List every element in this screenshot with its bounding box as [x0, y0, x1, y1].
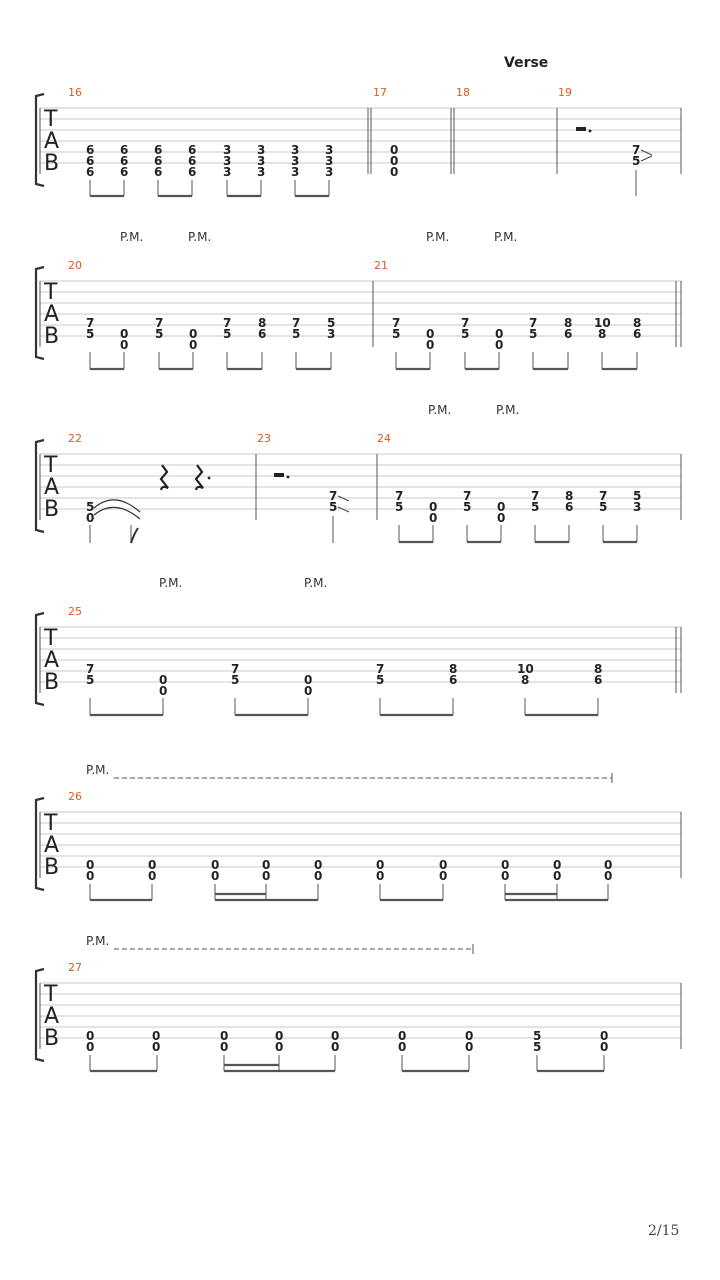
measure-number: 24	[377, 432, 391, 445]
fret-number: 5	[292, 327, 301, 341]
fret-number: 0	[426, 327, 435, 341]
measure-number: 20	[68, 259, 82, 272]
fret-number: 3	[325, 165, 334, 179]
fret-number: 6	[154, 165, 163, 179]
fret-number: 0	[604, 858, 613, 872]
measure-number: 18	[456, 86, 470, 99]
fret-number: 6	[594, 673, 603, 687]
fret-number: 5	[529, 327, 538, 341]
system-4	[36, 576, 681, 715]
tab-letter: T	[44, 811, 58, 836]
fret-number: 5	[633, 489, 642, 503]
measure-number: 25	[68, 605, 82, 618]
palm-mute-label: P.M.	[494, 230, 518, 244]
fret-number: 6	[188, 143, 197, 157]
fret-number: 6	[154, 143, 163, 157]
fret-number: 0	[390, 143, 399, 157]
fret-number: 8	[565, 489, 574, 503]
fret-number: 0	[501, 869, 510, 883]
tab-letter-t: T	[44, 107, 58, 132]
system-2	[36, 230, 681, 369]
fret-number: 0	[314, 869, 323, 883]
measure-number: 22	[68, 432, 82, 445]
fret-number: 0	[331, 1040, 340, 1054]
fret-number: 0	[262, 869, 271, 883]
fret-number: 10	[594, 316, 611, 330]
fret-number: 6	[86, 154, 95, 168]
fret-number: 3	[257, 154, 266, 168]
fret-number: 5	[376, 673, 385, 687]
fret-number: 5	[86, 327, 95, 341]
fret-number: 7	[463, 489, 472, 503]
section-label: Verse	[504, 55, 549, 71]
fret-number: 7	[599, 489, 608, 503]
fret-number: 8	[564, 316, 573, 330]
tab-letter: T	[44, 280, 58, 305]
fret-number: 6	[258, 327, 267, 341]
fret-number: 5	[155, 327, 164, 341]
tab-letter: B	[44, 855, 60, 880]
page-number: 2/15	[648, 1223, 680, 1239]
fret-number: 0	[553, 869, 562, 883]
fret-number: 0	[429, 500, 438, 514]
tab-letter: A	[44, 475, 60, 500]
palm-mute-label: P.M.	[496, 403, 520, 417]
tab-letter: B	[44, 324, 60, 349]
fret-number: 6	[565, 500, 574, 514]
fret-number: 0	[86, 869, 95, 883]
fret-number: 0	[600, 1029, 609, 1043]
system-5	[36, 763, 681, 900]
fret-number: 6	[188, 165, 197, 179]
fret-number: 3	[327, 327, 336, 341]
fret-number: 3	[257, 165, 266, 179]
palm-mute-label: P.M.	[188, 230, 212, 244]
fret-number: 0	[189, 338, 198, 352]
fret-number: 3	[223, 143, 232, 157]
fret-number: 3	[291, 143, 300, 157]
system-3	[36, 403, 681, 543]
fret-number: 0	[189, 327, 198, 341]
fret-number: 7	[231, 662, 240, 676]
fret-number: 5	[329, 500, 338, 514]
fret-number: 6	[564, 327, 573, 341]
fret-number: 8	[594, 662, 603, 676]
fret-number: 7	[529, 316, 538, 330]
tab-letter: A	[44, 302, 60, 327]
tab-letter: B	[44, 670, 60, 695]
fret-number: 0	[275, 1040, 284, 1054]
fret-number: 0	[120, 327, 129, 341]
fret-number: 0	[497, 511, 506, 525]
fret-number: 0	[86, 511, 95, 525]
quarter-rest-icon	[196, 465, 203, 490]
fret-number: 0	[398, 1029, 407, 1043]
fret-number: 0	[495, 327, 504, 341]
fret-number: 6	[120, 154, 129, 168]
tab-letter-a: A	[44, 129, 60, 154]
fret-number: 0	[220, 1029, 229, 1043]
measure-number: 17	[373, 86, 387, 99]
measure-number: 16	[68, 86, 82, 99]
fret-number: 0	[211, 858, 220, 872]
tab-letter: T	[44, 453, 58, 478]
fret-number: 0	[159, 684, 168, 698]
fret-number: 0	[390, 154, 399, 168]
fret-number: 6	[449, 673, 458, 687]
fret-number: 5	[86, 500, 95, 514]
fret-number: 0	[604, 869, 613, 883]
fret-number: 0	[495, 338, 504, 352]
palm-mute-label: P.M.	[86, 763, 110, 777]
fret-number: 0	[376, 869, 385, 883]
fret-number: 7	[461, 316, 470, 330]
fret-number: 0	[159, 673, 168, 687]
fret-number: 0	[220, 1040, 229, 1054]
fret-number: 8	[598, 327, 607, 341]
fret-number: 0	[553, 858, 562, 872]
fret-number: 7	[632, 143, 641, 157]
fret-number: 0	[152, 1040, 161, 1054]
fret-number: 5	[231, 673, 240, 687]
tab-letter: T	[44, 982, 58, 1007]
fret-number: 0	[304, 684, 313, 698]
fret-number: 6	[86, 165, 95, 179]
tab-letter: T	[44, 626, 58, 651]
fret-number: 5	[327, 316, 336, 330]
fret-number: 0	[398, 1040, 407, 1054]
fret-number: 3	[223, 165, 232, 179]
fret-number: 0	[376, 858, 385, 872]
fret-number: 0	[465, 1029, 474, 1043]
measure-number: 23	[257, 432, 271, 445]
fret-number: 7	[392, 316, 401, 330]
fret-number: 7	[376, 662, 385, 676]
fret-number: 5	[461, 327, 470, 341]
fret-number: 5	[223, 327, 232, 341]
half-rest-icon	[576, 127, 586, 131]
fret-number: 7	[86, 662, 95, 676]
fret-number: 0	[600, 1040, 609, 1054]
fret-number: 6	[188, 154, 197, 168]
fret-number: 5	[392, 327, 401, 341]
fret-number: 3	[291, 165, 300, 179]
fret-number: 0	[465, 1040, 474, 1054]
fret-number: 5	[531, 500, 540, 514]
palm-mute-label: P.M.	[120, 230, 144, 244]
palm-mute-label: P.M.	[428, 403, 452, 417]
fret-number: 3	[291, 154, 300, 168]
system-6	[36, 934, 681, 1071]
fret-number: 0	[262, 858, 271, 872]
fret-number: 0	[501, 858, 510, 872]
measure-number: 27	[68, 961, 82, 974]
tab-letter-b: B	[44, 151, 60, 176]
fret-number: 0	[120, 338, 129, 352]
fret-number: 7	[155, 316, 164, 330]
measure-number: 21	[374, 259, 388, 272]
fret-number: 0	[148, 858, 157, 872]
fret-number: 6	[633, 327, 642, 341]
fret-number: 8	[449, 662, 458, 676]
fret-number: 5	[86, 673, 95, 687]
tab-letter: B	[44, 497, 60, 522]
fret-number: 3	[633, 500, 642, 514]
palm-mute-label: P.M.	[159, 576, 183, 590]
quarter-rest-icon	[161, 465, 168, 490]
fret-number: 0	[211, 869, 220, 883]
fret-number: 3	[223, 154, 232, 168]
fret-number: 6	[120, 165, 129, 179]
fret-number: 3	[325, 143, 334, 157]
fret-number: 7	[531, 489, 540, 503]
tab-letter: A	[44, 833, 60, 858]
fret-number: 3	[257, 143, 266, 157]
system-1	[36, 86, 681, 196]
fret-number: 0	[86, 858, 95, 872]
fret-number: 10	[517, 662, 534, 676]
fret-number: 6	[120, 143, 129, 157]
fret-number: 0	[152, 1029, 161, 1043]
fret-number: 0	[331, 1029, 340, 1043]
fret-number: 5	[533, 1029, 542, 1043]
fret-number: 0	[86, 1040, 95, 1054]
fret-number: 7	[86, 316, 95, 330]
fret-number: 7	[292, 316, 301, 330]
fret-number: 8	[258, 316, 267, 330]
fret-number: 8	[633, 316, 642, 330]
measure-number: 26	[68, 790, 82, 803]
palm-mute-label: P.M.	[426, 230, 450, 244]
fret-number: 5	[533, 1040, 542, 1054]
fret-number: 5	[599, 500, 608, 514]
palm-mute-label: P.M.	[304, 576, 328, 590]
fret-number: 0	[439, 858, 448, 872]
flag-icon	[131, 528, 138, 543]
fret-number: 6	[154, 154, 163, 168]
fret-number: 5	[463, 500, 472, 514]
fret-number: 0	[148, 869, 157, 883]
tab-letter: A	[44, 648, 60, 673]
fret-number: 0	[426, 338, 435, 352]
fret-number: 0	[304, 673, 313, 687]
fret-number: 7	[395, 489, 404, 503]
tab-letter: A	[44, 1004, 60, 1029]
staff-lines	[40, 108, 681, 163]
fret-number: 0	[314, 858, 323, 872]
fret-number: 0	[497, 500, 506, 514]
fret-number: 0	[429, 511, 438, 525]
fret-number: 0	[390, 165, 399, 179]
fret-number: 8	[521, 673, 530, 687]
tab-letter: B	[44, 1026, 60, 1051]
fret-number: 5	[395, 500, 404, 514]
fret-number: 0	[275, 1029, 284, 1043]
fret-number: 7	[223, 316, 232, 330]
measure-number: 19	[558, 86, 572, 99]
fret-number: 3	[325, 154, 334, 168]
palm-mute-label: P.M.	[86, 934, 110, 948]
fret-number: 5	[632, 154, 641, 168]
fret-number: 0	[86, 1029, 95, 1043]
fret-number: 0	[439, 869, 448, 883]
fret-number: 6	[86, 143, 95, 157]
fret-number: 7	[329, 489, 338, 503]
chord-group	[86, 143, 333, 196]
half-rest-icon	[274, 473, 284, 477]
